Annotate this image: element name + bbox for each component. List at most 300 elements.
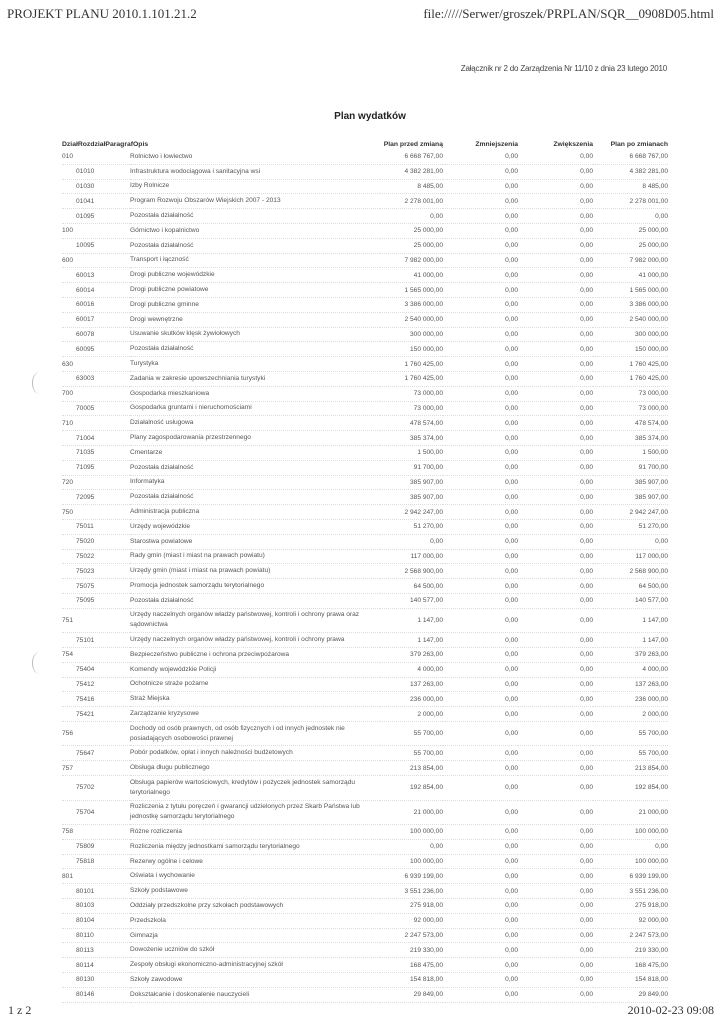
column-header-zmniejszenia: Zmniejszenia [475, 140, 518, 148]
description-cell: Drogi publiczne wojewódzkie [130, 268, 380, 283]
plan-po-cell: 0,00 [593, 839, 668, 854]
column-header-codes: DziałRozdziałParagrafOpis [62, 140, 149, 148]
zwiekszenia-cell: 0,00 [518, 593, 593, 608]
zwiekszenia-cell: 0,00 [518, 633, 593, 648]
zmniejszenia-cell: 0,00 [443, 327, 518, 342]
description-cell: Urzędy wojewódzkie [130, 519, 380, 534]
plan-po-cell: 25 000,00 [593, 223, 668, 238]
description-cell: Pozostała działalność [130, 209, 380, 224]
description-cell: Drogi publiczne powiatowe [130, 283, 380, 298]
plan-przed-cell: 2 000,00 [380, 707, 443, 722]
code-cell: 80113 [62, 943, 130, 958]
plan-przed-cell: 385 907,00 [380, 490, 443, 505]
code-cell: 60016 [62, 297, 130, 312]
zmniejszenia-cell: 0,00 [443, 297, 518, 312]
zmniejszenia-cell: 0,00 [443, 445, 518, 460]
code-cell: 600 [62, 253, 130, 268]
zwiekszenia-cell: 0,00 [518, 223, 593, 238]
table-row-rozdzial [62, 899, 668, 914]
zmniejszenia-cell: 0,00 [443, 854, 518, 869]
zwiekszenia-cell: 0,00 [518, 519, 593, 534]
code-cell: 75101 [62, 633, 130, 648]
code-cell: 75020 [62, 534, 130, 549]
zwiekszenia-cell: 0,00 [518, 839, 593, 854]
zwiekszenia-cell: 0,00 [518, 648, 593, 663]
code-cell: 75095 [62, 593, 130, 608]
description-cell: Gospodarka mieszkaniowa [130, 386, 380, 401]
zmniejszenia-cell: 0,00 [443, 253, 518, 268]
plan-po-cell: 478 574,00 [593, 416, 668, 431]
zmniejszenia-cell: 0,00 [443, 973, 518, 988]
table-row-rozdzial [62, 564, 668, 579]
plan-po-cell: 117 000,00 [593, 549, 668, 564]
code-cell: 80103 [62, 899, 130, 914]
plan-po-cell: 21 000,00 [593, 800, 668, 825]
plan-po-cell: 6 939 199,00 [593, 869, 668, 884]
plan-po-cell: 29 849,00 [593, 987, 668, 1002]
table-row-rozdzial [62, 445, 668, 460]
zwiekszenia-cell: 0,00 [518, 164, 593, 179]
column-header-plan-po: Plan po zmianach [610, 140, 668, 148]
table-row-rozdzial [62, 371, 668, 386]
zwiekszenia-cell: 0,00 [518, 943, 593, 958]
plan-po-cell: 385 907,00 [593, 475, 668, 490]
plan-przed-cell: 219 330,00 [380, 943, 443, 958]
description-cell: Urzędy gmin (miast i miast na prawach powiatu) [130, 564, 380, 579]
plan-po-cell: 236 000,00 [593, 692, 668, 707]
plan-przed-cell: 2 568 900,00 [380, 564, 443, 579]
code-cell: 700 [62, 386, 130, 401]
table-row-rozdzial [62, 534, 668, 549]
table-row-dzial [62, 416, 668, 431]
table-row-dzial [62, 357, 668, 372]
plan-po-cell: 7 982 000,00 [593, 253, 668, 268]
description-cell: Zarządzanie kryzysowe [130, 707, 380, 722]
description-cell: Promocja jednostek samorządu terytorialnego [130, 579, 380, 594]
plan-przed-cell: 2 942 247,00 [380, 505, 443, 520]
description-cell: Urzędy naczelnych organów władzy państwowej, kontroli i ochrony prawa [130, 633, 380, 648]
plan-po-cell: 6 668 767,00 [593, 150, 668, 164]
code-cell: 60013 [62, 268, 130, 283]
plan-przed-cell: 8 485,00 [380, 179, 443, 194]
zmniejszenia-cell: 0,00 [443, 549, 518, 564]
code-cell: 01030 [62, 179, 130, 194]
zmniejszenia-cell: 0,00 [443, 825, 518, 840]
plan-przed-cell: 64 500,00 [380, 579, 443, 594]
plan-po-cell: 2 000,00 [593, 707, 668, 722]
zwiekszenia-cell: 0,00 [518, 958, 593, 973]
description-cell: Ochotnicze straże pożarne [130, 677, 380, 692]
plan-przed-cell: 385 374,00 [380, 431, 443, 446]
code-cell: 720 [62, 475, 130, 490]
plan-po-cell: 385 374,00 [593, 431, 668, 446]
punch-hole-mark [32, 652, 47, 674]
plan-przed-cell: 41 000,00 [380, 268, 443, 283]
zwiekszenia-cell: 0,00 [518, 899, 593, 914]
zmniejszenia-cell: 0,00 [443, 312, 518, 327]
plan-po-cell: 213 854,00 [593, 761, 668, 776]
plan-po-cell: 55 700,00 [593, 721, 668, 746]
description-cell: Gimnazja [130, 928, 380, 943]
zwiekszenia-cell: 0,00 [518, 913, 593, 928]
table-row-rozdzial [62, 519, 668, 534]
plan-po-cell: 8 485,00 [593, 179, 668, 194]
zwiekszenia-cell: 0,00 [518, 854, 593, 869]
table-row-rozdzial [62, 928, 668, 943]
column-header-plan-przed: Plan przed zmianą [383, 140, 443, 148]
plan-przed-cell: 300 000,00 [380, 327, 443, 342]
zwiekszenia-cell: 0,00 [518, 549, 593, 564]
table-row-rozdzial [62, 490, 668, 505]
zmniejszenia-cell: 0,00 [443, 593, 518, 608]
table-header-row [62, 138, 668, 150]
plan-przed-cell: 2 278 001,00 [380, 194, 443, 209]
table-row-rozdzial [62, 943, 668, 958]
plan-po-cell: 2 568 900,00 [593, 564, 668, 579]
zmniejszenia-cell: 0,00 [443, 519, 518, 534]
zmniejszenia-cell: 0,00 [443, 579, 518, 594]
zwiekszenia-cell: 0,00 [518, 677, 593, 692]
description-cell: Pozostała działalność [130, 342, 380, 357]
zmniejszenia-cell: 0,00 [443, 431, 518, 446]
zwiekszenia-cell: 0,00 [518, 973, 593, 988]
description-cell: Informatyka [130, 475, 380, 490]
code-cell: 630 [62, 357, 130, 372]
zmniejszenia-cell: 0,00 [443, 357, 518, 372]
table-row-dzial [62, 505, 668, 520]
table-row-dzial [62, 386, 668, 401]
code-cell: 756 [62, 721, 130, 746]
zwiekszenia-cell: 0,00 [518, 416, 593, 431]
plan-przed-cell: 2 247 573,00 [380, 928, 443, 943]
description-cell: Pozostała działalność [130, 460, 380, 475]
description-cell: Drogi wewnętrzne [130, 312, 380, 327]
plan-po-cell: 91 700,00 [593, 460, 668, 475]
description-cell: Pozostała działalność [130, 490, 380, 505]
code-cell: 010 [62, 150, 130, 164]
description-cell: Starostwa powiatowe [130, 534, 380, 549]
plan-przed-cell: 117 000,00 [380, 549, 443, 564]
zwiekszenia-cell: 0,00 [518, 776, 593, 801]
plan-przed-cell: 137 263,00 [380, 677, 443, 692]
table-row-rozdzial [62, 593, 668, 608]
plan-przed-cell: 0,00 [380, 209, 443, 224]
zwiekszenia-cell: 0,00 [518, 692, 593, 707]
plan-przed-cell: 192 854,00 [380, 776, 443, 801]
plan-przed-cell: 1 565 000,00 [380, 283, 443, 298]
code-cell: 80101 [62, 884, 130, 899]
plan-przed-cell: 51 270,00 [380, 519, 443, 534]
plan-po-cell: 4 382 281,00 [593, 164, 668, 179]
zmniejszenia-cell: 0,00 [443, 800, 518, 825]
plan-przed-cell: 140 577,00 [380, 593, 443, 608]
table-row-rozdzial [62, 746, 668, 761]
zmniejszenia-cell: 0,00 [443, 179, 518, 194]
zwiekszenia-cell: 0,00 [518, 268, 593, 283]
description-cell: Oświata i wychowanie [130, 869, 380, 884]
zwiekszenia-cell: 0,00 [518, 721, 593, 746]
code-cell: 10095 [62, 238, 130, 253]
zmniejszenia-cell: 0,00 [443, 677, 518, 692]
description-cell: Zadania w zakresie upowszechniania turystyki [130, 371, 380, 386]
plan-po-cell: 73 000,00 [593, 401, 668, 416]
zmniejszenia-cell: 0,00 [443, 194, 518, 209]
table-row-rozdzial [62, 238, 668, 253]
plan-przed-cell: 91 700,00 [380, 460, 443, 475]
plan-po-cell: 92 000,00 [593, 913, 668, 928]
plan-po-cell: 2 247 573,00 [593, 928, 668, 943]
plan-przed-cell: 92 000,00 [380, 913, 443, 928]
plan-przed-cell: 29 849,00 [380, 987, 443, 1002]
plan-przed-cell: 6 939 199,00 [380, 869, 443, 884]
code-cell: 75023 [62, 564, 130, 579]
zwiekszenia-cell: 0,00 [518, 884, 593, 899]
zmniejszenia-cell: 0,00 [443, 746, 518, 761]
plan-po-cell: 1 565 000,00 [593, 283, 668, 298]
description-cell: Komendy wojewódzkie Policji [130, 662, 380, 677]
table-row-dzial [62, 721, 668, 746]
table-row-rozdzial [62, 987, 668, 1002]
plan-po-cell: 140 577,00 [593, 593, 668, 608]
zmniejszenia-cell: 0,00 [443, 928, 518, 943]
zwiekszenia-cell: 0,00 [518, 800, 593, 825]
plan-po-cell: 192 854,00 [593, 776, 668, 801]
plan-po-cell: 1 760 425,00 [593, 371, 668, 386]
table-row-rozdzial [62, 164, 668, 179]
plan-po-cell: 4 000,00 [593, 662, 668, 677]
plan-po-cell: 379 263,00 [593, 648, 668, 663]
zwiekszenia-cell: 0,00 [518, 564, 593, 579]
table-row-rozdzial [62, 662, 668, 677]
zmniejszenia-cell: 0,00 [443, 534, 518, 549]
zmniejszenia-cell: 0,00 [443, 238, 518, 253]
zwiekszenia-cell: 0,00 [518, 238, 593, 253]
zmniejszenia-cell: 0,00 [443, 460, 518, 475]
plan-przed-cell: 1 147,00 [380, 608, 443, 633]
description-cell: Bezpieczeństwo publiczne i ochrona przeciwpożarowa [130, 648, 380, 663]
zwiekszenia-cell: 0,00 [518, 928, 593, 943]
description-cell: Usuwanie skutków klęsk żywiołowych [130, 327, 380, 342]
table-row-dzial [62, 475, 668, 490]
table-row-rozdzial [62, 460, 668, 475]
print-datetime: 2010-02-23 09:08 [627, 1003, 714, 1017]
plan-po-cell: 25 000,00 [593, 238, 668, 253]
zmniejszenia-cell: 0,00 [443, 416, 518, 431]
code-cell: 75412 [62, 677, 130, 692]
description-cell: Infrastruktura wodociągowa i sanitacyjna wsi [130, 164, 380, 179]
description-cell: Oddziały przedszkolne przy szkołach podstawowych [130, 899, 380, 914]
code-cell: 80146 [62, 987, 130, 1002]
table-row-rozdzial [62, 839, 668, 854]
zwiekszenia-cell: 0,00 [518, 357, 593, 372]
zwiekszenia-cell: 0,00 [518, 869, 593, 884]
zwiekszenia-cell: 0,00 [518, 150, 593, 164]
description-cell: Szkoły podstawowe [130, 884, 380, 899]
plan-przed-cell: 3 386 000,00 [380, 297, 443, 312]
plan-po-cell: 3 551 236,00 [593, 884, 668, 899]
zmniejszenia-cell: 0,00 [443, 223, 518, 238]
code-cell: 801 [62, 869, 130, 884]
table-row-rozdzial [62, 268, 668, 283]
plan-przed-cell: 25 000,00 [380, 223, 443, 238]
plan-przed-cell: 6 668 767,00 [380, 150, 443, 164]
plan-po-cell: 1 500,00 [593, 445, 668, 460]
page-number: 1 z 2 [8, 1003, 32, 1017]
description-cell: Administracja publiczna [130, 505, 380, 520]
plan-po-cell: 168 475,00 [593, 958, 668, 973]
code-cell: 63003 [62, 371, 130, 386]
table-row-rozdzial [62, 179, 668, 194]
plan-po-cell: 64 500,00 [593, 579, 668, 594]
description-cell: Pobór podatków, opłat i innych należności budżetowych [130, 746, 380, 761]
description-cell: Dokształcanie i doskonalenie nauczycieli [130, 987, 380, 1002]
plan-przed-cell: 3 551 236,00 [380, 884, 443, 899]
code-cell: 754 [62, 648, 130, 663]
zwiekszenia-cell: 0,00 [518, 987, 593, 1002]
plan-przed-cell: 25 000,00 [380, 238, 443, 253]
plan-przed-cell: 1 147,00 [380, 633, 443, 648]
code-cell: 75704 [62, 800, 130, 825]
punch-hole-mark [32, 372, 47, 394]
description-cell: Obsługa papierów wartościowych, kredytów i pożyczek jednostek samorządu terytorialnego [130, 776, 380, 801]
plan-po-cell: 1 147,00 [593, 608, 668, 633]
plan-po-cell: 300 000,00 [593, 327, 668, 342]
plan-przed-cell: 478 574,00 [380, 416, 443, 431]
plan-przed-cell: 73 000,00 [380, 401, 443, 416]
description-cell: Urzędy naczelnych organów władzy państwowej, kontroli i ochrony prawa oraz sądownictwa [130, 608, 380, 633]
description-cell: Program Rozwoju Obszarów Wiejskich 2007 - 2013 [130, 194, 380, 209]
plan-po-cell: 2 278 001,00 [593, 194, 668, 209]
description-cell: Działalność usługowa [130, 416, 380, 431]
zmniejszenia-cell: 0,00 [443, 209, 518, 224]
table-row-rozdzial [62, 692, 668, 707]
zmniejszenia-cell: 0,00 [443, 401, 518, 416]
zmniejszenia-cell: 0,00 [443, 564, 518, 579]
plan-przed-cell: 55 700,00 [380, 746, 443, 761]
code-cell: 80114 [62, 958, 130, 973]
zmniejszenia-cell: 0,00 [443, 371, 518, 386]
zwiekszenia-cell: 0,00 [518, 505, 593, 520]
zmniejszenia-cell: 0,00 [443, 884, 518, 899]
plan-po-cell: 150 000,00 [593, 342, 668, 357]
table-row-dzial [62, 223, 668, 238]
plan-przed-cell: 100 000,00 [380, 825, 443, 840]
table-row-rozdzial [62, 209, 668, 224]
plan-po-cell: 137 263,00 [593, 677, 668, 692]
zmniejszenia-cell: 0,00 [443, 648, 518, 663]
plan-przed-cell: 0,00 [380, 839, 443, 854]
table-row-rozdzial [62, 800, 668, 825]
zwiekszenia-cell: 0,00 [518, 283, 593, 298]
zmniejszenia-cell: 0,00 [443, 721, 518, 746]
plan-po-cell: 3 386 000,00 [593, 297, 668, 312]
plan-przed-cell: 1 760 425,00 [380, 357, 443, 372]
code-cell: 70005 [62, 401, 130, 416]
annex-note: Załącznik nr 2 do Zarządzenia Nr 11/10 z dnia 23 lutego 2010 [460, 64, 667, 73]
table-row-rozdzial [62, 401, 668, 416]
zwiekszenia-cell: 0,00 [518, 342, 593, 357]
expenses-table [62, 138, 668, 1003]
plan-przed-cell: 55 700,00 [380, 721, 443, 746]
description-cell: Rozliczenia z tytułu poręczeń i gwarancji udzielonych przez Skarb Państwa lub jednostkę samorządu terytorialnego [130, 800, 380, 825]
plan-przed-cell: 150 000,00 [380, 342, 443, 357]
description-cell: Rolnictwo i łowiectwo [130, 150, 380, 164]
plan-po-cell: 2 942 247,00 [593, 505, 668, 520]
zwiekszenia-cell: 0,00 [518, 475, 593, 490]
description-cell: Różne rozliczenia [130, 825, 380, 840]
code-cell: 75075 [62, 579, 130, 594]
plan-po-cell: 1 147,00 [593, 633, 668, 648]
code-cell: 60014 [62, 283, 130, 298]
zmniejszenia-cell: 0,00 [443, 662, 518, 677]
code-cell: 75647 [62, 746, 130, 761]
description-cell: Zespoły obsługi ekonomiczno-administracyjnej szkół [130, 958, 380, 973]
plan-przed-cell: 275 918,00 [380, 899, 443, 914]
plan-przed-cell: 1 500,00 [380, 445, 443, 460]
description-cell: Drogi publiczne gminne [130, 297, 380, 312]
zwiekszenia-cell: 0,00 [518, 445, 593, 460]
table-row-dzial [62, 150, 668, 164]
plan-przed-cell: 1 760 425,00 [380, 371, 443, 386]
plan-przed-cell: 0,00 [380, 534, 443, 549]
zmniejszenia-cell: 0,00 [443, 987, 518, 1002]
description-cell: Szkoły zawodowe [130, 973, 380, 988]
table-row-rozdzial [62, 884, 668, 899]
description-cell: Izby Rolnicze [130, 179, 380, 194]
table-row-rozdzial [62, 707, 668, 722]
description-cell: Cmentarze [130, 445, 380, 460]
code-cell: 71035 [62, 445, 130, 460]
zwiekszenia-cell: 0,00 [518, 746, 593, 761]
plan-przed-cell: 4 382 281,00 [380, 164, 443, 179]
table-row-rozdzial [62, 327, 668, 342]
zwiekszenia-cell: 0,00 [518, 312, 593, 327]
description-cell: Transport i łączność [130, 253, 380, 268]
zmniejszenia-cell: 0,00 [443, 150, 518, 164]
description-cell: Dochody od osób prawnych, od osób fizycznych i od innych jednostek nie posiadających osobowości prawnej [130, 721, 380, 746]
code-cell: 71004 [62, 431, 130, 446]
table-row-rozdzial [62, 194, 668, 209]
plan-po-cell: 73 000,00 [593, 386, 668, 401]
plan-przed-cell: 100 000,00 [380, 854, 443, 869]
plan-po-cell: 275 918,00 [593, 899, 668, 914]
page-title: Plan wydatków [334, 111, 406, 122]
code-cell: 60017 [62, 312, 130, 327]
plan-przed-cell: 4 000,00 [380, 662, 443, 677]
table-row-rozdzial [62, 579, 668, 594]
zwiekszenia-cell: 0,00 [518, 579, 593, 594]
description-cell: Plany zagospodarowania przestrzennego [130, 431, 380, 446]
zmniejszenia-cell: 0,00 [443, 164, 518, 179]
zwiekszenia-cell: 0,00 [518, 662, 593, 677]
zwiekszenia-cell: 0,00 [518, 253, 593, 268]
code-cell: 750 [62, 505, 130, 520]
description-cell: Turystyka [130, 357, 380, 372]
zwiekszenia-cell: 0,00 [518, 179, 593, 194]
plan-po-cell: 1 760 425,00 [593, 357, 668, 372]
table-row-rozdzial [62, 431, 668, 446]
code-cell: 71095 [62, 460, 130, 475]
zmniejszenia-cell: 0,00 [443, 268, 518, 283]
plan-po-cell: 100 000,00 [593, 854, 668, 869]
description-cell: Pozostała działalność [130, 238, 380, 253]
code-cell: 75404 [62, 662, 130, 677]
description-cell: Rady gmin (miast i miast na prawach powiatu) [130, 549, 380, 564]
code-cell: 75416 [62, 692, 130, 707]
description-cell: Straż Miejska [130, 692, 380, 707]
print-header-url: file://///Serwer/groszek/PRPLAN/SQR__0908D05.html [423, 6, 714, 21]
code-cell: 757 [62, 761, 130, 776]
